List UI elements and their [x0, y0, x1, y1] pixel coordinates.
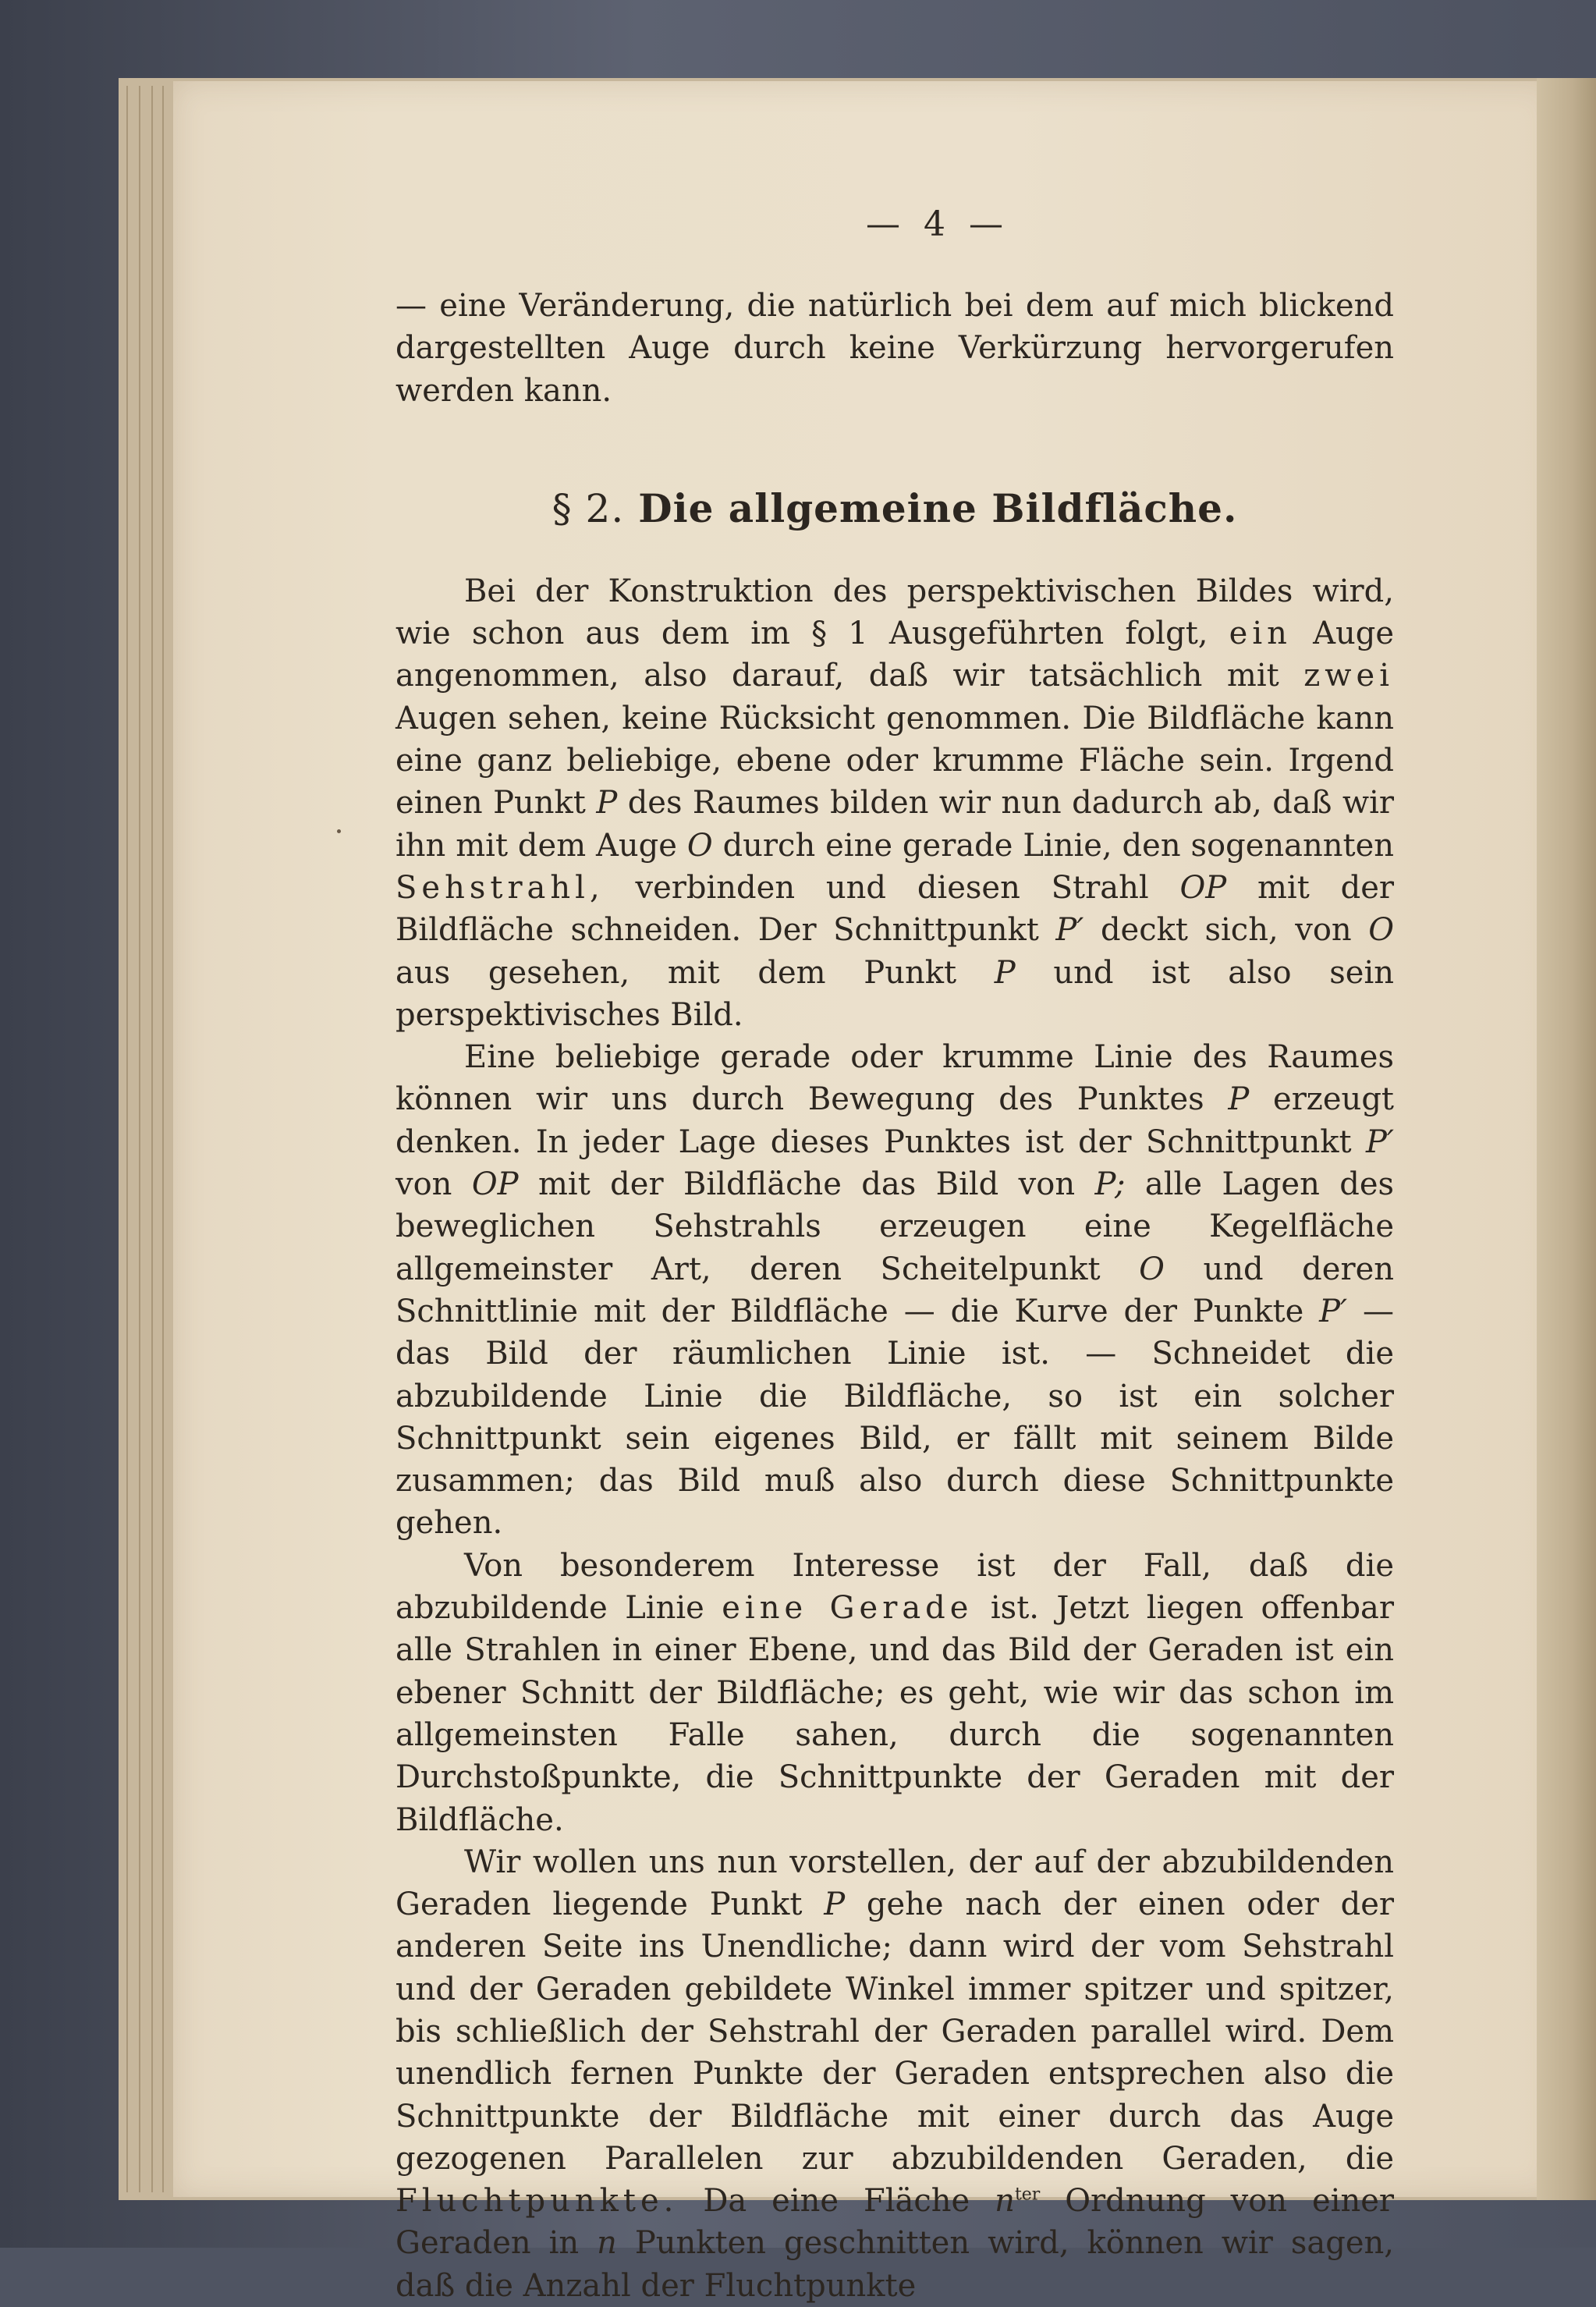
page-edge [162, 86, 164, 2192]
paragraph-4: Wir wollen uns nun vorstellen, der auf der abzubildenden Geraden liegende Punkt P gehe nach der einen oder der anderen Seite ins Unendliche; dann wird der vom Sehstrahl und der Geraden gebildete Winkel immer spitzer und spitzer, bis schließlich der Sehstrahl der Geraden parallel wird. Dem unendlich fernen Punkte der Geraden entsprechen also die Schnittpunkte der Bildfläche mit einer durch das Auge gezogenen Parallelen zur abzubildenden Geraden, die Fluchtpunkte. Da eine Fläche $n^{ter}$ Ordnung von einer Geraden in n Punkten geschnitten wird, können wir sagen, daß die Anzahl der Fluchtpunkte [395, 1844, 1395, 2304]
page-number: — 4 — [866, 204, 1009, 244]
margin-mark [337, 829, 341, 833]
paragraph-2: Eine beliebige gerade oder krumme Linie des Raumes können wir uns durch Bewegung des Punktes P erzeugt denken. In jeder Lage dieses Punktes ist der Schnittpunkt P′ von OP mit der Bildfläche das Bild von P; alle Lagen des beweglichen Sehstrahls erzeugen eine Kegelfläche allgemeinster Art, deren Scheitelpunkt O und deren Schnittlinie mit der Bildfläche — die Kurve der Punkte P′ — das Bild der räumlichen Linie ist. — Schneidet die abzubildende Linie die Bildfläche, so ist ein solcher Schnittpunkt sein eigenes Bild, er fällt mit seinem Bilde zusammen; das Bild muß also durch diese Schnittpunkte gehen. [395, 1039, 1395, 1542]
paragraph-1: Bei der Konstruktion des perspektivischen Bildes wird, wie schon aus dem im § 1 Ausgeführten folgt, ein Auge angenommen, also darauf, daß wir tatsächlich mit zwei Augen sehen, keine Rücksicht genommen. Die Bildfläche kann eine ganz beliebige, ebene oder krumme Fläche sein. Irgend einen Punkt P des Raumes bilden wir nun dadurch ab, daß wir ihn mit dem Auge O durch eine gerade Linie, den sogenannten Sehstrahl, verbinden und diesen Strahl OP mit der Bildfläche schneiden. Der Schnittpunkt P′ deckt sich, von O aus gesehen, mit dem Punkt P und ist also sein perspektivisches Bild. [395, 573, 1395, 1033]
page-edge [139, 86, 140, 2192]
intro-paragraph: — eine Veränderung, die natürlich bei dem auf mich blickend dargestellten Auge durch keine Verkürzung hervorgerufen werden kann. [395, 288, 1394, 409]
page-edge [126, 86, 128, 2192]
page-content [395, 204, 1394, 2307]
paragraph-3: Von besonderem Interesse ist der Fall, daß die abzubildende Linie eine Gerade ist. Jetzt liegen offenbar alle Strahlen in einer Ebene, und das Bild der Geraden ist ein ebener Schnitt der Bildfläche; es geht, wie wir das schon im allgemeinsten Falle sahen, durch die sogenannten Durchstoßpunkte, die Schnittpunkte der Geraden mit der Bildfläche. [395, 1547, 1395, 1838]
binding-gutter [1537, 78, 1596, 2200]
section-number: § 2. [552, 485, 625, 531]
section-heading [395, 485, 1394, 531]
page-edge [151, 86, 153, 2192]
section-title: Die allgemeine Bildfläche. [638, 484, 1238, 531]
